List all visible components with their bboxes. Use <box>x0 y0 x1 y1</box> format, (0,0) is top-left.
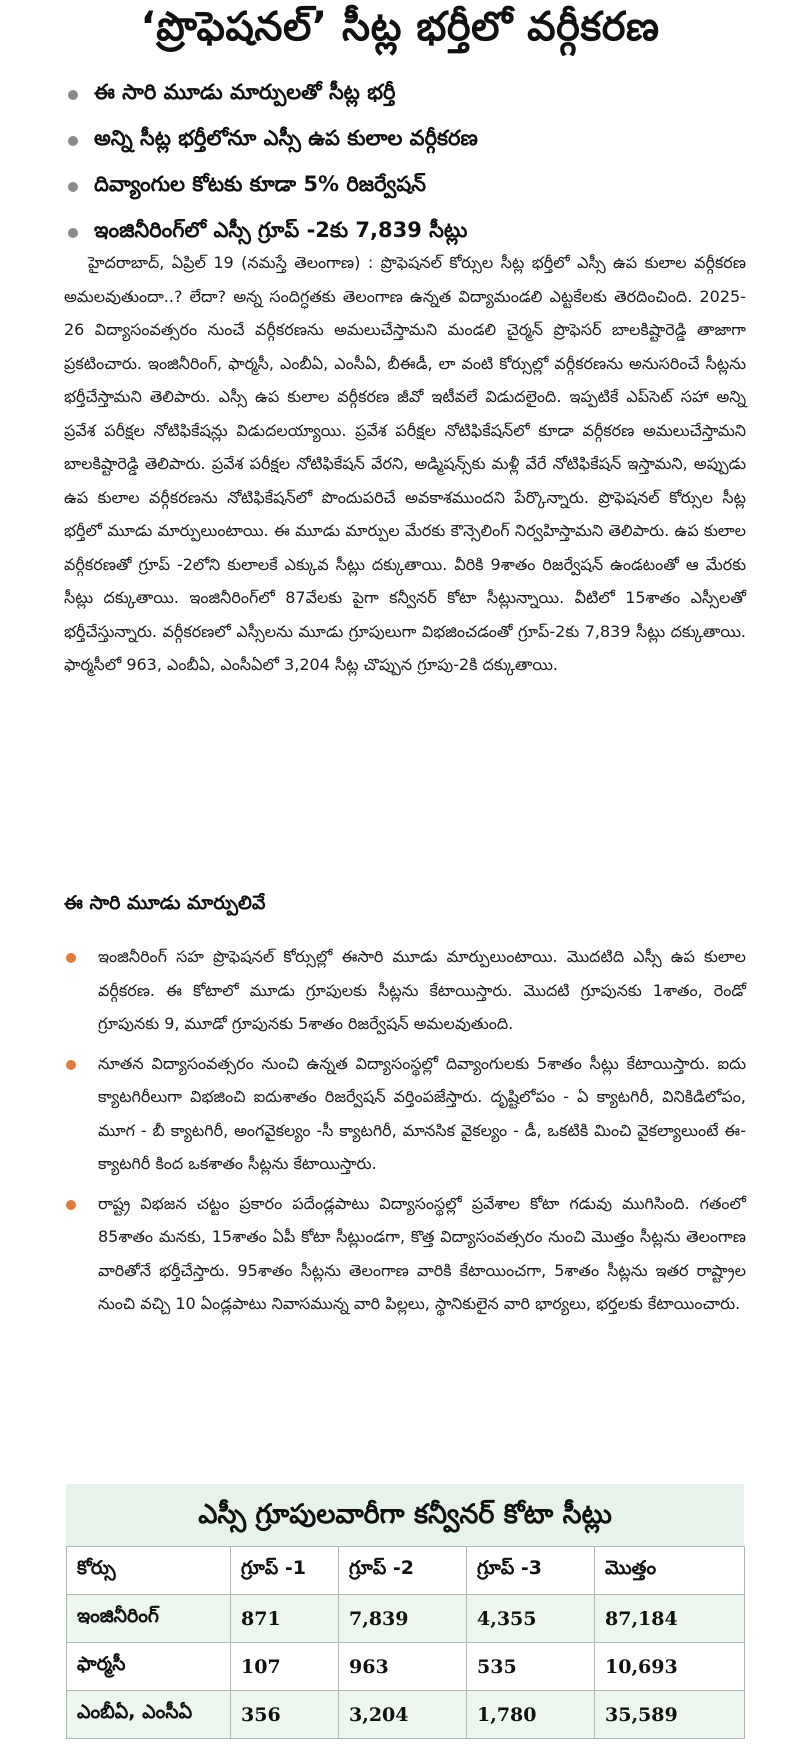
table-cell: ఎంబీఏ, ఎంసీఏ <box>67 1691 231 1739</box>
bullet-icon <box>68 182 78 192</box>
table-cell: 3,204 <box>339 1691 467 1739</box>
table-title: ఎస్సీ గ్రూపులవారీగా కన్వీనర్ కోటా సీట్లు <box>198 1499 612 1530</box>
table-header-row <box>67 1547 745 1595</box>
table-cell: 535 <box>467 1643 595 1691</box>
table-cell: 35,589 <box>595 1691 745 1739</box>
bullet-icon <box>68 228 78 238</box>
bullet-icon <box>66 1060 76 1070</box>
highlight-text: ఈ సారి మూడు మార్పులతో సీట్ల భర్తీ <box>94 80 396 104</box>
changes-list <box>64 940 746 1327</box>
table-cell: 7,839 <box>339 1595 467 1643</box>
article-headline: ‘ప్రొఫెషనల్’ సీట్ల భర్తీలో వర్గీకరణ <box>140 4 660 50</box>
table-row <box>67 1595 745 1643</box>
table-cell: 963 <box>339 1643 467 1691</box>
bullet-icon <box>66 1200 76 1210</box>
column-header: గ్రూప్ -1 <box>231 1547 339 1595</box>
highlight-text: ఇంజినీరింగ్‌లో ఎస్సీ గ్రూప్ -2కు 7,839 సీట్లు <box>94 218 468 242</box>
highlight-text: దివ్యాంగుల కోటకు కూడా 5% రిజర్వేషన్ <box>94 172 426 196</box>
bullet-icon <box>66 953 76 963</box>
highlight-text: అన్ని సీట్ల భర్తీలోనూ ఎస్సీ ఉప కులాల వర్గీకరణ <box>94 126 478 150</box>
column-header: గ్రూప్ -3 <box>467 1547 595 1595</box>
seats-table <box>66 1546 745 1739</box>
change-text: నూతన విద్యాసంవత్సరం నుంచి ఉన్నత విద్యాసంస్థల్లో దివ్యాంగులకు 5శాతం సీట్లు కేటాయిస్తారు. ఐదు క్యాటగిరీలుగా విభజించి ఐదుశాతం రిజర్వేషన్ వర్తింపజేస్తారు. దృష్టిలోపం - ఏ క్యాటగిరీ, వినికిడిలోపం, మూగ - బీ క్యాటగిరీ, అంగవైకల్యం -సీ క్యాటగిరీ, మానసిక వైకల్యం - డీ, ఒకటికి మించి వైకల్యాలుంటే ఈ-క్యాటగిరీ కింద ఒకశాతం సీట్లను కేటాయిస్తారు. <box>98 1053 746 1173</box>
section-subheading: ఈ సారి మూడు మార్పులివే <box>64 892 266 914</box>
table-cell: 1,780 <box>467 1691 595 1739</box>
table-cell: ఫార్మసీ <box>67 1643 231 1691</box>
highlight-item <box>68 118 768 164</box>
table-cell: 356 <box>231 1691 339 1739</box>
seats-table-box <box>66 1484 744 1738</box>
table-cell: 4,355 <box>467 1595 595 1643</box>
change-item <box>64 1187 746 1321</box>
article-body: హైదరాబాద్, ఏప్రిల్ 19 (నమస్తే తెలంగాణ) : ప్రొఫెషనల్ కోర్సుల సీట్ల భర్తీలో ఎస్సీ ఉప కులాల వర్గీకరణ అమలవుతుందా..? లేదా? అన్న సందిగ్ధతకు తెలంగాణ ఉన్నత విద్యామండలి ఎట్టకేలకు తెరదించింది. 2025-26 విద్యాసంవత్సరం నుంచే వర్గీకరణను అమలుచేస్తామని మండలి చైర్మన్ ప్రొఫెసర్ బాలకిష్టారెడ్డి తాజాగా ప్రకటించారు. ఇంజినీరింగ్, ఫార్మసీ, ఎంబీఏ, ఎంసీఏ, బీఈడీ, లా వంటి కోర్సుల్లో వర్గీకరణను అనుసరించే సీట్లను భర్తీచేస్తామని తెలిపారు. ఎస్సీ ఉప కులాల వర్గీకరణ జీవో ఇటీవలే విడుదలైంది. ఇప్పటికే ఎప్‌సెట్ సహా అన్ని ప్రవేశ పరీక్షల నోటిఫికేషన్లు విడుదలయ్యాయి. ప్రవేశ పరీక్షల నోటిఫికేషన్‌లో కూడా వర్గీకరణ అమలుచేస్తామని బాలకిష్టారెడ్డి తెలిపారు. ప్రవేశ పరీక్షల నోటిఫికేషన్ వేరని, అడ్మిషన్స్‌కు మళ్లీ వేరే నోటిఫికేషన్ ఇస్తామని, అప్పుడు ఉప కులాల వర్గీకరణను నోటిఫికేషన్‌లో పొందుపరిచే అవకాశముందని పేర్కొన్నారు. ప్రొఫెషనల్ కోర్సుల సీట్ల భర్తీలో మూడు మార్పులుంటాయి. ఈ మూడు మార్పుల మేరకు కౌన్సెలింగ్ నిర్వహిస్తామని తెలిపారు. ఉప కులాల వర్గీకరణతో గ్రూప్ -2లోని కులాలకే ఎక్కువ సీట్లు దక్కుతాయి. వీరికి 9శాతం రిజర్వేషన్ ఉండటంతో ఆ మేరకు సీట్లు దక్కుతాయి. ఇంజినీరింగ్‌లో 87వేలకు పైగా కన్వీనర్ కోటా సీట్లున్నాయి. వీటిలో 15శాతం ఎస్సీలతో భర్తీచేస్తున్నారు. వర్గీకరణలో ఎస్సీలను మూడు గ్రూపులుగా విభజించడంతో గ్రూప్-2కు 7,839 సీట్లు దక్కుతాయి. ఫార్మసీలో 963, ఎంబీఏ, ఎంసీఏలో 3,204 సీట్ల చొప్పున గ్రూపు-2కి దక్కుతాయి. <box>64 253 746 674</box>
table-cell: 87,184 <box>595 1595 745 1643</box>
table-cell: 107 <box>231 1643 339 1691</box>
column-header: గ్రూప్ -2 <box>339 1547 467 1595</box>
highlight-list <box>68 72 768 256</box>
change-text: ఇంజినీరింగ్ సహ ప్రొఫెషనల్ కోర్సుల్లో ఈసారి మూడు మార్పులుంటాయి. మొదటిది ఎస్సీ ఉప కులాల వర్గీకరణ. ఈ కోటాలో మూడు గ్రూపులకు సీట్లను కేటాయిస్తారు. మొదటి గ్రూపునకు 1శాతం, రెండో గ్రూపునకు 9, మూడో గ్రూపునకు 5శాతం రిజర్వేషన్ అమలవుతుంది. <box>98 947 746 1033</box>
column-header: కోర్సు <box>67 1547 231 1595</box>
bullet-icon <box>68 136 78 146</box>
table-cell: 871 <box>231 1595 339 1643</box>
highlight-item <box>68 72 768 118</box>
change-item <box>64 1047 746 1181</box>
table-row <box>67 1691 745 1739</box>
table-row <box>67 1643 745 1691</box>
table-cell: ఇంజినీరింగ్ <box>67 1595 231 1643</box>
bullet-icon <box>68 90 78 100</box>
table-cell: 10,693 <box>595 1643 745 1691</box>
change-text: రాష్ట్ర విభజన చట్టం ప్రకారం పదేండ్లపాటు విద్యాసంస్థల్లో ప్రవేశాల కోటా గడువు ముగిసింది. గతంలో 85శాతం మనకు, 15శాతం ఏపీ కోటా సీట్లుండగా, కొత్త విద్యాసంవత్సరం నుంచి మొత్తం సీట్లను తెలంగాణ వారితోనే భర్తీచేస్తారు. 95శాతం సీట్లను తెలంగాణ వారికి కేటాయించగా, 5శాతం సీట్లను ఇతర రాష్ట్రాల నుంచి వచ్చి 10 ఏండ్లపాటు నివాసమున్న వారి పిల్లలు, స్థానికులైన వారి భార్యలు, భర్తలకు కేటాయించారు. <box>98 1193 746 1313</box>
highlight-item <box>68 164 768 210</box>
change-item <box>64 940 746 1041</box>
column-header: మొత్తం <box>595 1547 745 1595</box>
